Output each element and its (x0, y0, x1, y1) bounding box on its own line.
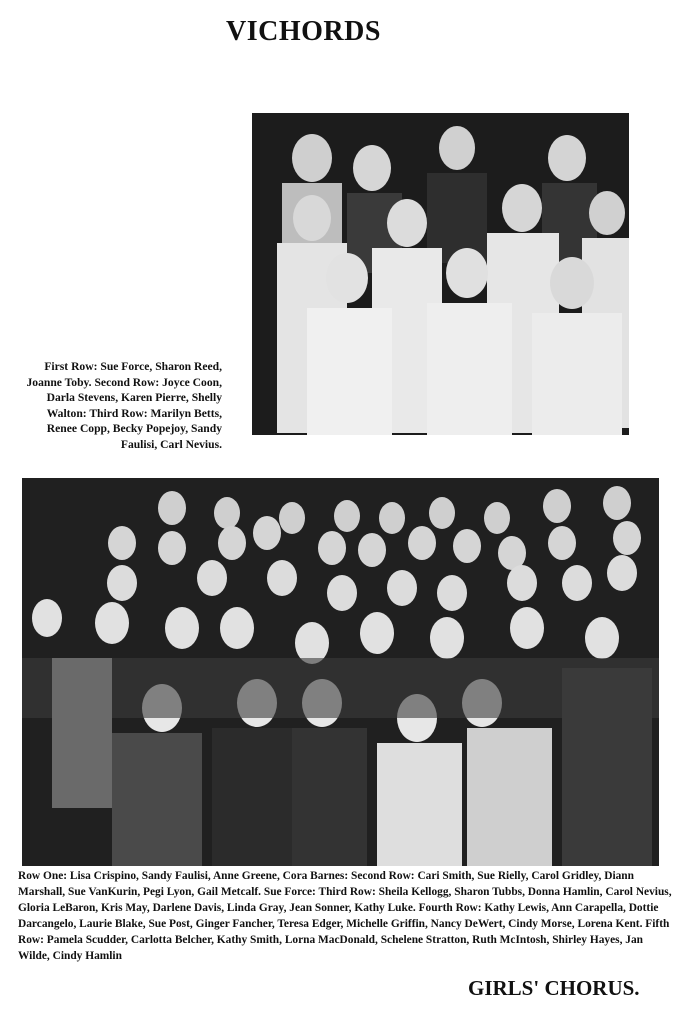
section-label: GIRLS' CHORUS. (468, 976, 640, 1000)
girls-chorus-caption: Row One: Lisa Crispino, Sandy Faulisi, Anne Greene, Cora Barnes: Second Row: Cari Smith, Sue Rielly, Carol Gridley, Diann Marshall, Sue VanKurin, Pegi Lyon, Gail Metcalf. Sue Force: Third Row: Sheila Kellogg, Sharon Tubbs, Donna Hamlin, Carol Nevius, Gloria LeBaron, Kris May, Darlene Davis, Linda Gray, Jean Sonner, Kathy Luke. Fourth Row: Kathy Lewis, Ann Carapella, Dottie Darcangelo, Laurie Blake, Sue Post, Ginger Fancher, Teresa Edger, Michelle Griffin, Nancy DeWert, Cindy Morse, Lorena Kent. Fifth Row: Pamela Scudder, Carlotta Belcher, Kathy Smith, Lorna MacDonald, Schelene Stratton, Ruth McIntosh, Shirley Hayes, Jan Wilde, Cindy Hamlin (18, 870, 672, 962)
girls-chorus-group-photo (22, 478, 659, 866)
page-title: VICHORDS (226, 16, 381, 47)
vichords-group-photo (252, 113, 629, 435)
vichords-caption: First Row: Sue Force, Sharon Reed, Joanne Toby. Second Row: Joyce Coon, Darla Stevens, Karen Pierre, Shelly Walton: Third Row: Marilyn Betts, Renee Copp, Becky Popejoy, Sandy Faulisi, Carl Nevius. (26, 360, 222, 451)
